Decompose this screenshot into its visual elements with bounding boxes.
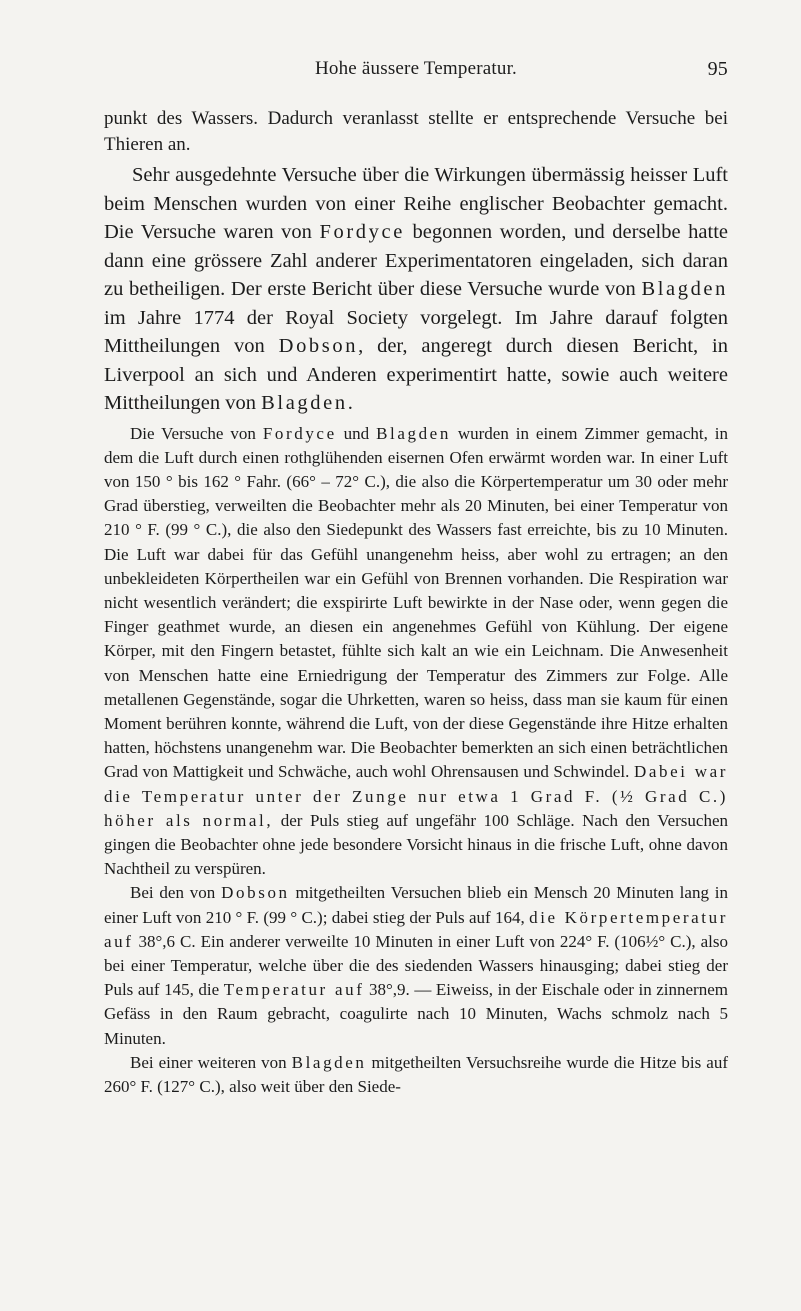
author-name: Fordyce [319,221,405,243]
text-run: der Puls stieg auf ungefähr 100 Schläge. Nach den Versuchen gingen die Beobachter ohne jede besondere Vorsicht hinaus in die frische Luft, ohne davon Nachtheil zu verspüren. [104,810,728,879]
page-number: 95 [707,58,728,80]
paragraph-continuation: punkt des Wassers. Dadurch veranlasst stellte er entsprechende Versuche bei Thieren an. [104,108,728,155]
author-name: Dobson [278,335,359,357]
text-run: mitgetheilten Versuchsreihe wurde die Hitze bis auf 260° F. (127° C.), also weit über den Siede- [104,1052,728,1096]
author-name: Blagden [261,392,348,414]
running-title: Hohe äussere Temperatur. [314,58,518,79]
running-header [104,58,728,88]
emphasis-text: die Körpertemperatur auf [104,907,728,951]
paragraph-dobson [104,881,728,1050]
body-text-large [104,106,728,418]
text-run: mitgetheilten Versuchen blieb ein Mensch 20 Minuten lang in einer Luft von 210 ° F. (99 ° C.); dabei stieg der Puls auf 164, [104,883,728,927]
text-run: im Jahre 1774 der Royal Society vorgelegt. Im Jahre darauf folgten Mittheilungen von [104,306,728,357]
text-run: Bei den von [130,883,222,903]
text-run: wurden in einem Zimmer gemacht, in dem die Luft durch einen rothglühenden eisernen Ofen erwärmt worden war. In einer Luft von 150 ° bis 162 ° Fahr. (66° – 72° C.), die also die Körpertemperatur um 30 oder mehr Grad überstieg, verweilten die Beobachter mehr als 20 Minuten, bei einer Temperatur von 210 ° F. (99 ° C.), die also den Siedepunkt des Wassers fast erreichte, bis zu 10 Minuten. Die Luft war dabei für das Gefühl unangenehm heiss, aber wohl zu ertragen; an den unbekleideten Körpertheilen war ein Gefühl von Brennen vorhanden. Die Respiration war nicht wesentlich verändert; die exspirirte Luft bewirkte in der Nase oder, wenn gegen die Finger geathmet wurde, an diesen ein angenehmes Gefühl von Kühlung. Der eigene Körper, mit den Fingern betastet, fühlte sich kalt an wie ein Leichnam. Die Anwesenheit von Menschen hatte eine Erniedrigung der Temperatur des Zimmers zur Folge. Alle metallenen Gegenstände, sogar die Uhrketten, waren so heiss, dass man sie kaum für einen Moment berühren konnte, während die Luft, von der diese Gegenstände ihre Hitze erhalten hatten, höchstens unangenehm war. Die Beobachter bemerkten an sich einen beträchtlichen Grad von Mattigkeit und Schwäche, auch wohl Ohrensausen und Schwindel. [104,423,729,782]
text-run: , der, angeregt durch diesen Bericht, in Liverpool an sich und Anderen experimentirt hatte, sowie auch weitere Mittheilungen von [104,335,728,414]
emphasis-text: Dabei war die Temperatur unter der Zunge nur etwa 1 Grad F. (½ Grad C.) höher als normal, [104,762,728,830]
text-run: 38°,9. — Eiweiss, in der Eischale oder in zinnernem Gefäss in den Raum gebracht, coagulirte nach 10 Minuten, Wachs schmolz nach 5 Minuten. [104,980,728,1048]
paragraph-blagden-series [104,1051,728,1099]
text-run: und [336,423,377,443]
text-run: Sehr ausgedehnte Versuche über die Wirkungen übermässig heisser Luft beim Menschen wurden von einer Reihe englischer Beobachter gemacht. Die Versuche waren von [104,164,728,243]
author-name: Fordyce [262,423,337,443]
paragraph-english-observers [104,161,728,418]
text-run: 38°,6 C. Ein anderer verweilte 10 Minuten in einer Luft von 224° F. (106½° C.), also bei einer Temperatur, welche über die des siedenden Wassers hinausging; dabei stieg der Puls auf 145, die [104,931,728,1000]
author-name: Blagden [291,1052,367,1072]
emphasis-text: Temperatur auf [223,980,365,1000]
text-run: Die Versuche von [130,423,263,443]
author-name: Blagden [641,278,728,300]
author-name: Blagden [376,423,451,443]
book-page [104,58,728,1099]
paragraph-fordyce-blagden [104,422,728,882]
text-run: . [347,392,353,414]
body-text-small [104,422,728,1100]
author-name: Dobson [221,883,290,903]
text-run: Bei einer weiteren von [130,1052,292,1072]
text-run: begonnen worden, und derselbe hatte dann eine grössere Zahl anderer Experimentatoren eingeladen, sich daran zu betheiligen. Der erste Bericht über diese Versuche wurde von [104,221,728,300]
